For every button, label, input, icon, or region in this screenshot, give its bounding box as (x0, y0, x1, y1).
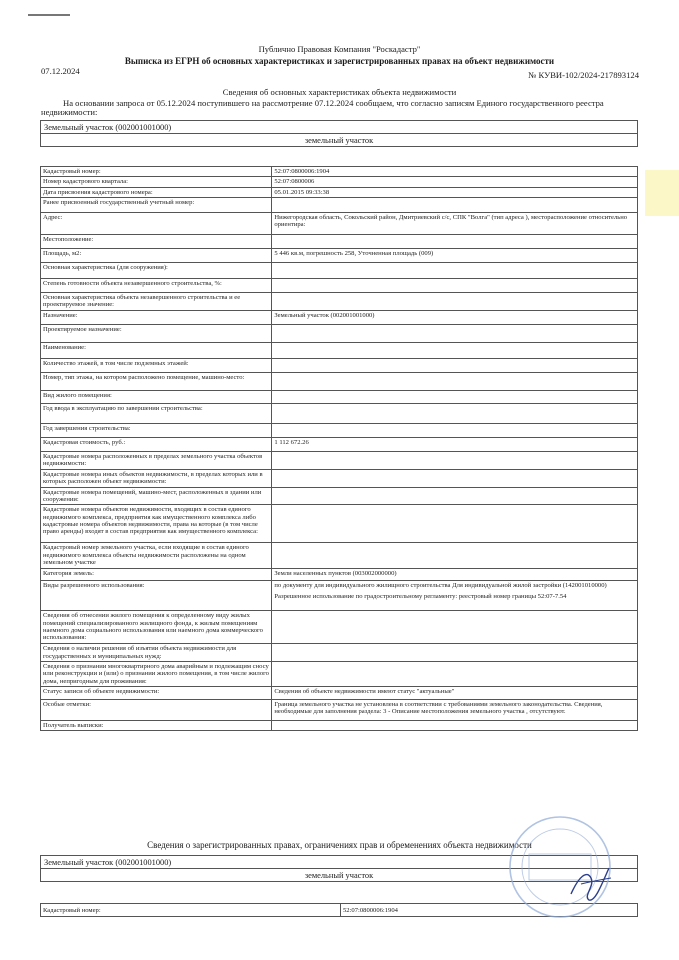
row-label: Кадастровая стоимость, руб.: (41, 437, 272, 451)
signature (565, 856, 615, 906)
table-row (41, 167, 638, 177)
row-label: Сведения о признании многоквартирного дома аварийным и подлежащим сносу или реконструкции и (или) о признании жилого помещения, в том числе жилого дома, непригодным для проживания: (41, 662, 272, 687)
table-row (41, 292, 638, 310)
row-value (272, 644, 638, 662)
table-row (41, 569, 638, 581)
object-header-table (40, 120, 638, 147)
table-row (41, 699, 638, 720)
table-row (41, 177, 638, 187)
row-label: Вид жилого помещения: (41, 390, 272, 403)
row-label: Кадастровый номер земельного участка, если входящие в состав единого недвижимого комплекса объекты недвижимости расположены на одном земельном участке (41, 543, 272, 569)
table-row (41, 358, 638, 372)
row-label: Площадь, м2: (41, 248, 272, 262)
row-value: Земельный участок (002001001000) (272, 310, 638, 324)
document-number: № КУВИ-102/2024-217893124 (528, 70, 639, 80)
row-label: Кадастровый номер: (41, 167, 272, 177)
row-label: Номер кадастрового квартала: (41, 177, 272, 187)
row-label: Дата присвоения кадастрового номера: (41, 187, 272, 197)
row-label: Количество этажей, в том числе подземных этажей: (41, 358, 272, 372)
row-value-line: по документу для индивидуального жилищного строительства Для индивидуальной жилой застройки (142001010000) (274, 582, 607, 590)
table-row (41, 278, 638, 292)
table-row (41, 469, 638, 487)
table-row (41, 505, 638, 543)
row-value (272, 611, 638, 644)
row-label: Основная характеристика (для сооружения): (41, 262, 272, 278)
document-date: 07.12.2024 (41, 66, 80, 76)
row-value-line: Разрешенное использование по градостроительному регламенту: реестровый номер границы 52:07-7.54 (274, 592, 567, 600)
row-label: Получатель выписки: (41, 720, 272, 730)
table-row (41, 423, 638, 437)
row-label: Местоположение: (41, 234, 272, 248)
table-row (41, 372, 638, 390)
row-label: Кадастровые номера объектов недвижимости, входящих в состав единого недвижимого комплекса, предприятия как имущественного комплекса либо кадастровые номера объектов недвижимости, права на которые (в том числе право аренды) входят в состав предприятия как имущественного комплекса: (41, 505, 272, 543)
row-value (272, 234, 638, 248)
row-label: Наименование: (41, 342, 272, 358)
row-value: 5 446 кв.м, погрешность 258, Уточненная площадь (009) (272, 248, 638, 262)
table-row (41, 611, 638, 644)
object-type: Земельный участок (002001001000) (41, 121, 638, 134)
row-label: Назначение: (41, 310, 272, 324)
row-label: Сведения об отнесении жилого помещения к определенному виду жилых помещений специализированного жилищного фонда, к жилым помещениям наемного дома социального использования или наемного дома коммерческого использования: (41, 611, 272, 644)
row-label: Год завершения строительства: (41, 423, 272, 437)
section-title: Сведения об основных характеристиках объекта недвижимости (222, 87, 457, 97)
table-row (41, 310, 638, 324)
table-row (41, 686, 638, 699)
table-row (41, 342, 638, 358)
row-value (272, 262, 638, 278)
table-row (41, 487, 638, 505)
row-value: 1 112 672.26 (272, 437, 638, 451)
row-value (272, 662, 638, 687)
row-value (272, 487, 638, 505)
rights-object-type: Земельный участок (002001001000) (41, 856, 638, 869)
row-label: Ранее присвоенный государственный учетный номер: (41, 197, 272, 212)
row-label: Кадастровые номера иных объектов недвижимости, в пределах которых или в которых расположен объект недвижимости: (41, 469, 272, 487)
table-row (41, 197, 638, 212)
document-title: Выписка из ЕГРН об основных характеристиках и зарегистрированных правах на объект недвижимости (124, 56, 555, 66)
row-label: Основная характеристика объекта незавершенного строительства и ее проектируемое значение: (41, 292, 272, 310)
row-value (272, 720, 638, 730)
row-value (272, 403, 638, 423)
scan-mark (28, 14, 70, 16)
row-label: Сведения о наличии решения об изъятии объекта недвижимости для государственных и муниципальных нужд: (41, 644, 272, 662)
row-value: Нижегородская область, Сокольский район, Дмитриевский с/с, СПК "Волга" (тип адреса ), месторасположение относительно ориентира: (272, 212, 638, 234)
table-row (41, 212, 638, 234)
table-row (41, 324, 638, 342)
row-value (272, 451, 638, 469)
row-label: Проектируемое назначение: (41, 324, 272, 342)
row-value (272, 372, 638, 390)
row-value (272, 278, 638, 292)
row-value: 52:07:0800006:1904 (272, 167, 638, 177)
row-label: Год ввода в эксплуатацию по завершении строительства: (41, 403, 272, 423)
object-kind: земельный участок (41, 134, 638, 147)
table-row (41, 662, 638, 687)
row-value: Сведения об объекте недвижимости имеют статус "актуальные" (272, 686, 638, 699)
intro-paragraph: На основании запроса от 05.12.2024 поступившего на рассмотрение 07.12.2024 сообщаем, что согласно записям Единого государственного реестра недвижимости: (41, 98, 604, 118)
row-value (272, 581, 638, 611)
row-value: 52:07:0800006 (272, 177, 638, 187)
table-row (41, 581, 638, 611)
rights-object-kind: земельный участок (41, 869, 638, 882)
row-value (272, 390, 638, 403)
rights-cad-label: Кадастровый номер: (41, 904, 341, 917)
row-label: Особые отметки: (41, 699, 272, 720)
row-label: Кадастровые номера расположенных в пределах земельного участка объектов недвижимости: (41, 451, 272, 469)
table-row (41, 262, 638, 278)
row-value (272, 469, 638, 487)
row-value (272, 324, 638, 342)
row-label: Статус записи об объекте недвижимости: (41, 686, 272, 699)
row-label: Виды разрешенного использования: (41, 581, 272, 611)
table-row (41, 234, 638, 248)
table-row (41, 187, 638, 197)
table-row (41, 720, 638, 730)
row-value (272, 423, 638, 437)
sticky-note (645, 170, 679, 216)
row-value (272, 543, 638, 569)
row-label: Категория земель: (41, 569, 272, 581)
row-value: Граница земельного участка не установлена в соответствии с требованиями земельного законодательства. Сведения, необходимые для заполнения раздела: 3 - Описание местоположения земельного участка , отсутствуют. (272, 699, 638, 720)
row-value (272, 358, 638, 372)
rights-section-title: Сведения о зарегистрированных правах, ограничениях прав и обременениях объекта недвижимости (147, 840, 532, 850)
table-row (41, 451, 638, 469)
row-value (272, 505, 638, 543)
rights-cad-value: 52:07:0800006:1904 (341, 904, 638, 917)
table-row (41, 390, 638, 403)
row-label: Адрес: (41, 212, 272, 234)
row-label: Номер, тип этажа, на котором расположено помещение, машино-место: (41, 372, 272, 390)
table-row (41, 644, 638, 662)
organization-name: Публично Правовая Компания "Роскадастр" (258, 44, 421, 54)
table-row (41, 248, 638, 262)
table-row (41, 437, 638, 451)
table-row (41, 543, 638, 569)
row-value (272, 342, 638, 358)
characteristics-table (40, 166, 638, 731)
row-value (272, 197, 638, 212)
table-row (41, 403, 638, 423)
row-label: Степень готовности объекта незавершенного строительства, %: (41, 278, 272, 292)
row-value (272, 292, 638, 310)
row-label: Кадастровые номера помещений, машино-мест, расположенных в здании или сооружении: (41, 487, 272, 505)
row-value: 05.01.2015 09:33:38 (272, 187, 638, 197)
row-value: Земли населенных пунктов (003002000000) (272, 569, 638, 581)
